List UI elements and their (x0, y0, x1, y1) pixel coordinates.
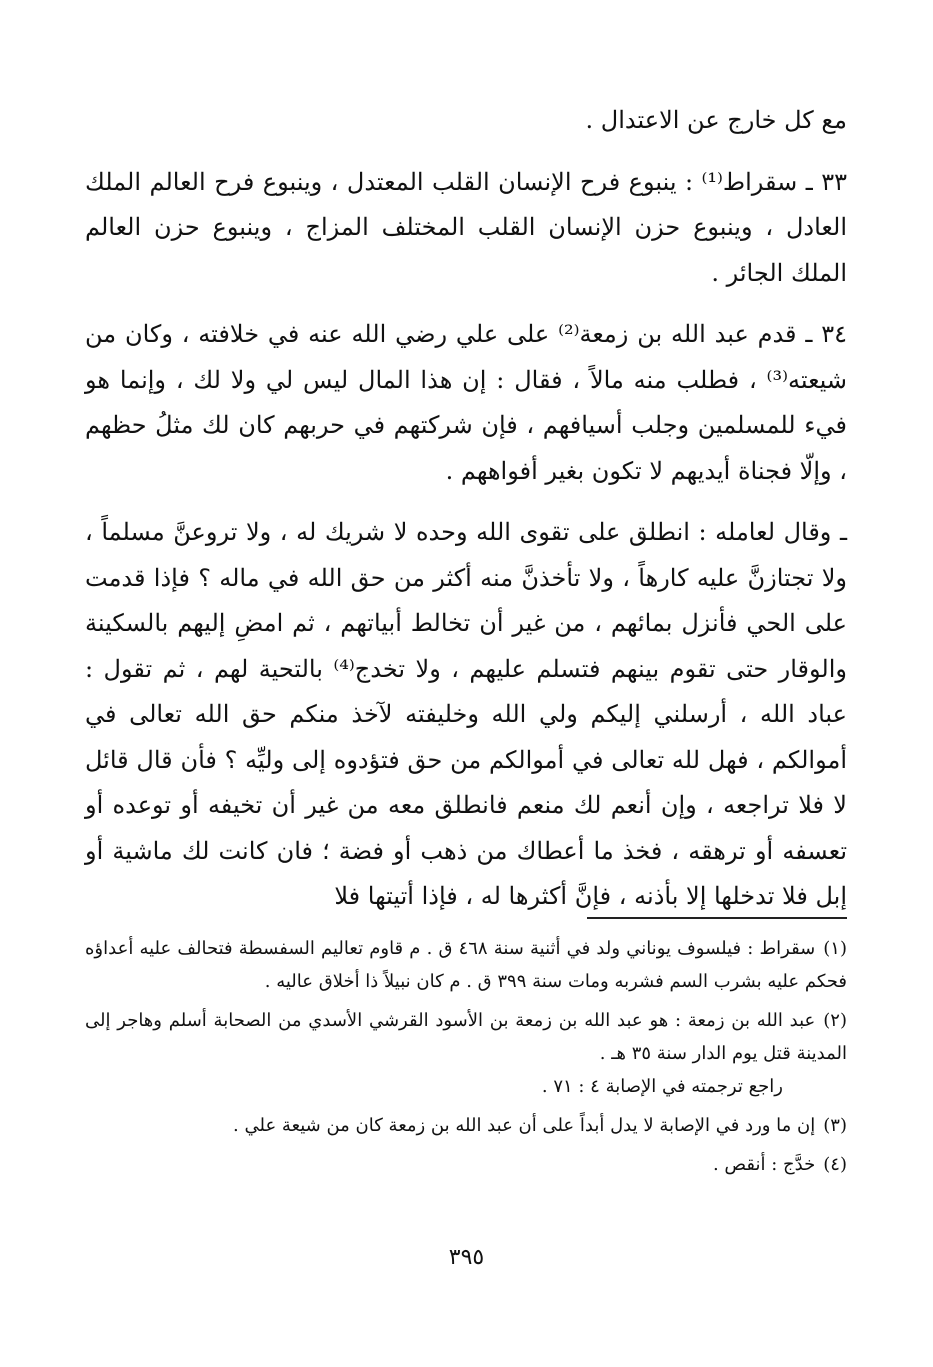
main-text (85, 98, 847, 936)
footnote-reference: راجع ترجمته في الإصابة ٤ : ٧١ . (541, 1076, 783, 1097)
footnote-number: (٢) (823, 1010, 847, 1031)
paragraph-34: ٣٤ ـ قدم عبد الله بن زمعة⁽²⁾ على علي رضي الله عنه في خلافته ، وكان من شيعته⁽³⁾ ، فطلب منه مالاً ، فقال : إن هذا المال ليس لي ولا لك ، وإنما هو فيء للمسلمين وجلب أسيافهم ، فإن شركتهم في حربهم كان لك مثلُ حظهم ، وإلّا فجناة أيديهم لا تكون بغير أفواههم . (85, 320, 847, 485)
paragraph-intro: مع كل خارج عن الاعتدال . (585, 106, 847, 134)
footnote-number: (٤) (823, 1154, 847, 1175)
footnotes (85, 932, 847, 1187)
page-number: ٣٩٥ (448, 1245, 485, 1270)
paragraph-33: ٣٣ ـ سقراط⁽¹⁾ : ينبوع فرح الإنسان القلب المعتدل ، وينبوع فرح العالم الملك العادل ، وينبوع حزن الإنسان القلب المختلف المزاج ، وينبوع حزن العالم الملك الجائر . (85, 167, 848, 287)
footnote-text: خدَّج : أنقص . (712, 1154, 816, 1175)
footnote-text: سقراط : فيلسوف يوناني ولد في أثنية سنة ٤٦٨ ق . م قاوم تعاليم السفسطة فتحالف عليه أعداؤه فحكم عليه بشرب السم فشربه ومات سنة ٣٩٩ ق . م كان نبيلاً ذا أخلاق عاليه . (85, 938, 847, 992)
footnote-1 (85, 932, 847, 998)
footnote-text: إن ما ورد في الإصابة لا يدل أبداً على أن عبد الله بن زمعة كان من شيعة علي . (233, 1115, 816, 1136)
footnote-divider (587, 917, 847, 919)
footnote-3 (85, 1109, 847, 1142)
footnote-number: (١) (823, 938, 847, 959)
footnote-4 (85, 1148, 847, 1181)
footnote-text: عبد الله بن زمعة : هو عبد الله بن زمعة بن الأسود القرشي الأسدي من الصحابة أسلم وهاجر إلى المدينة قتل يوم الدار سنة ٣٥ هـ . (85, 1010, 847, 1064)
footnote-number: (٣) (823, 1115, 847, 1136)
footnote-2 (85, 1004, 847, 1103)
paragraph-instructions: ـ وقال لعامله : انطلق على تقوى الله وحده لا شريك له ، ولا تروعنَّ مسلماً ، ولا تجتازنَّ عليه كارهاً ، ولا تأخذنَّ منه أكثر من حق الله في ماله ؟ فإذا قدمت على الحي فأنزل بمائهم ، من غير أن تخالط أبياتهم ، ثم امضِ إليهم بالسكينة والوقار حتى تقوم بينهم فتسلم عليهم ، ولا تخدج⁽⁴⁾ بالتحية لهم ، ثم تقول : عباد الله ، أرسلني إليكم ولي الله وخليفته لآخذ منكم حق الله تعالى في أموالكم ، فهل لله تعالى في أموالكم من حق فتؤدوه إلى وليِّه ؟ فأن قال قائل لا فلا تراجعه ، وإن أنعم لك منعم فانطلق معه من غير أن تخيفه أو توعده أو تعسفه أو ترهقه ، فخذ ما أعطاك من ذهب أو فضة ؛ فان كانت لك ماشية أو إبل فلا تدخلها إلا بأذنه ، فإنَّ أكثرها له ، فإذا أتيتها فلا (85, 518, 847, 910)
